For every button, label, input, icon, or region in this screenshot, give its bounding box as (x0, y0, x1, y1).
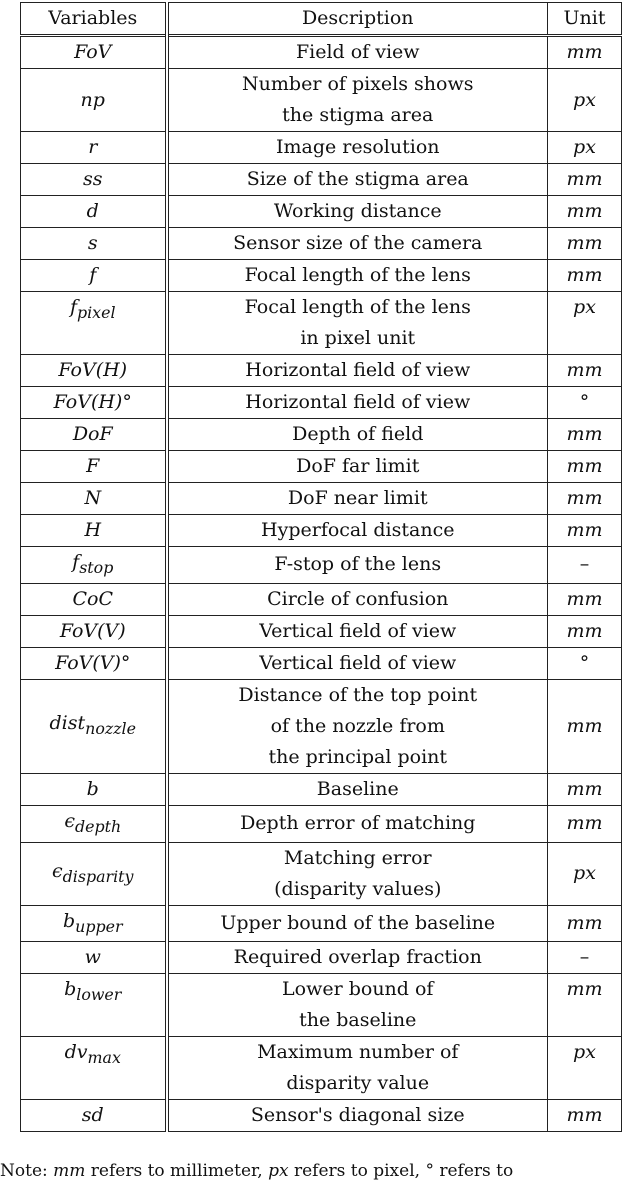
unit-cell: mm (548, 615, 622, 647)
variable-symbol: F (86, 455, 100, 477)
variable-symbol: d (86, 200, 99, 222)
table-row (21, 615, 622, 647)
description-cell (167, 842, 548, 905)
table-row (21, 515, 622, 547)
unit-cell: ° (548, 647, 622, 679)
variable-subscript: max (87, 1048, 121, 1068)
variable-cell (21, 36, 167, 69)
variable-symbol: f (69, 296, 77, 318)
variable-symbol: w (84, 946, 101, 969)
unit-cell: – (548, 547, 622, 584)
variable-symbol: FoV(V)° (55, 651, 131, 674)
variable-symbol: FoV(V) (59, 619, 126, 642)
variable-cell (21, 647, 167, 679)
unit-cell: mm (548, 679, 622, 773)
description-cell (167, 36, 548, 69)
description-cell (167, 1100, 548, 1132)
variable-symbol: FoV (74, 41, 112, 63)
unit-cell: px (548, 842, 622, 905)
header-description: Description (167, 3, 548, 36)
description-line: DoF near limit (287, 487, 428, 509)
variable-cell (21, 842, 167, 905)
description-cell (167, 805, 548, 842)
table-row (21, 355, 622, 387)
variable-cell (21, 355, 167, 387)
description-line: Maximum number of (257, 1041, 459, 1064)
description-line: Horizontal field of view (245, 391, 471, 413)
variable-symbol: FoV(H)° (53, 391, 132, 413)
unit-cell: mm (548, 583, 622, 615)
variable-symbol: b (62, 909, 76, 932)
description-cell (167, 260, 548, 292)
variable-subscript: nozzle (85, 719, 136, 739)
variable-cell (21, 1037, 167, 1100)
table-row (21, 164, 622, 196)
description-line: F-stop of the lens (274, 553, 442, 576)
table-row (21, 647, 622, 679)
table-row (21, 228, 622, 260)
unit-cell: mm (548, 164, 622, 196)
description-cell (167, 419, 548, 451)
description-cell (167, 679, 548, 773)
table-row (21, 583, 622, 615)
table-row (21, 974, 622, 1037)
variable-symbol: DoF (72, 423, 113, 445)
variable-cell (21, 196, 167, 228)
variable-symbol: ϵ (64, 809, 75, 832)
variable-subscript: depth (74, 816, 122, 836)
description-line: the stigma area (282, 104, 434, 126)
description-line: Vertical field of view (259, 619, 457, 642)
variable-symbol: FoV(H) (58, 359, 128, 381)
table-row (21, 547, 622, 584)
variable-cell (21, 974, 167, 1037)
description-cell (167, 292, 548, 355)
unit-cell: px (548, 292, 622, 355)
table-row (21, 451, 622, 483)
description-cell (167, 196, 548, 228)
unit-cell: mm (548, 1100, 622, 1132)
table-row (21, 36, 622, 69)
description-line: Depth error of matching (240, 812, 476, 835)
variable-subscript: stop (79, 557, 114, 577)
variable-symbol: r (88, 136, 98, 158)
variable-cell (21, 228, 167, 260)
unit-cell: px (548, 69, 622, 132)
variable-cell (21, 483, 167, 515)
description-cell (167, 483, 548, 515)
description-cell (167, 647, 548, 679)
variable-symbol: b (64, 978, 77, 1001)
description-line: Field of view (295, 41, 420, 63)
description-line: Required overlap fraction (233, 946, 482, 969)
variable-cell (21, 547, 167, 584)
table-row (21, 773, 622, 805)
description-cell (167, 547, 548, 584)
description-cell (167, 355, 548, 387)
description-line: Sensor size of the camera (233, 232, 483, 254)
description-line: Distance of the top point (238, 683, 478, 706)
description-line: Matching error (283, 846, 432, 869)
table-row (21, 1037, 622, 1100)
unit-cell: – (548, 942, 622, 974)
variable-cell (21, 164, 167, 196)
unit-cell: mm (548, 419, 622, 451)
variable-symbol: H (84, 519, 102, 541)
note-mm: mm (53, 1161, 86, 1181)
variable-cell (21, 132, 167, 164)
variable-symbol: b (86, 777, 99, 800)
description-line: Vertical field of view (259, 651, 457, 674)
unit-cell: px (548, 132, 622, 164)
table-row (21, 483, 622, 515)
description-line: Upper bound of the baseline (220, 911, 496, 934)
description-cell (167, 515, 548, 547)
variable-cell (21, 260, 167, 292)
variable-symbol: ss (82, 168, 103, 190)
description-line: Circle of confusion (267, 587, 449, 610)
unit-cell: mm (548, 451, 622, 483)
description-cell (167, 1037, 548, 1100)
description-line: Sensor's diagonal size (250, 1104, 465, 1127)
table-row (21, 196, 622, 228)
note-px: px (268, 1161, 289, 1181)
unit-cell: mm (548, 483, 622, 515)
table-row (21, 292, 622, 355)
variable-subscript: lower (76, 985, 122, 1005)
description-cell (167, 451, 548, 483)
description-line: Number of pixels shows (242, 73, 474, 95)
variable-symbol: s (87, 232, 98, 254)
variable-subscript: disparity (62, 866, 134, 886)
description-cell (167, 132, 548, 164)
note-text-2: refers to pixel, ° refers to (288, 1161, 514, 1181)
description-line: the principal point (268, 745, 448, 768)
description-cell (167, 905, 548, 942)
description-cell (167, 615, 548, 647)
description-line: the baseline (299, 1009, 417, 1032)
unit-cell: mm (548, 974, 622, 1037)
description-line: Horizontal field of view (245, 359, 471, 381)
unit-cell: mm (548, 773, 622, 805)
description-cell (167, 69, 548, 132)
variable-symbol: dist (49, 712, 86, 735)
unit-cell: mm (548, 515, 622, 547)
table-row (21, 679, 622, 773)
unit-cell: ° (548, 387, 622, 419)
description-line: Depth of field (292, 423, 424, 445)
variable-subscript: pixel (76, 302, 116, 322)
variable-cell (21, 615, 167, 647)
description-cell (167, 164, 548, 196)
variable-cell (21, 387, 167, 419)
variable-cell (21, 515, 167, 547)
unit-cell: mm (548, 228, 622, 260)
variable-cell (21, 292, 167, 355)
variable-symbol: sd (81, 1104, 104, 1127)
table-row (21, 132, 622, 164)
table-row (21, 1100, 622, 1132)
description-cell (167, 228, 548, 260)
unit-cell: mm (548, 260, 622, 292)
unit-cell: mm (548, 196, 622, 228)
table-row (21, 805, 622, 842)
header-variables: Variables (21, 3, 167, 36)
variable-cell (21, 773, 167, 805)
description-line: of the nozzle from (270, 714, 445, 737)
description-cell (167, 773, 548, 805)
table-row (21, 69, 622, 132)
variable-cell (21, 451, 167, 483)
description-line: Lower bound of (282, 978, 434, 1001)
variable-symbol: np (80, 88, 105, 111)
description-cell (167, 942, 548, 974)
description-line: Baseline (316, 777, 399, 800)
description-cell (167, 387, 548, 419)
variable-cell (21, 805, 167, 842)
table-row (21, 842, 622, 905)
table-row (21, 905, 622, 942)
unit-cell: px (548, 1037, 622, 1100)
variable-cell (21, 905, 167, 942)
unit-cell: mm (548, 355, 622, 387)
variable-cell (21, 1100, 167, 1132)
table-header-row (21, 3, 622, 36)
variable-symbol: dv (64, 1041, 88, 1064)
variable-symbol: N (84, 487, 102, 509)
description-line: DoF far limit (296, 455, 420, 477)
variable-symbol: f (72, 551, 80, 573)
description-line: Image resolution (275, 136, 440, 158)
variable-cell (21, 942, 167, 974)
variable-symbol: ϵ (52, 859, 63, 882)
variable-subscript: upper (75, 916, 123, 936)
table-row (21, 387, 622, 419)
description-line: Size of the stigma area (246, 168, 469, 190)
note-prefix: Note: (0, 1161, 54, 1181)
variable-cell (21, 679, 167, 773)
header-unit: Unit (548, 3, 622, 36)
variable-cell (21, 583, 167, 615)
variable-cell (21, 419, 167, 451)
variable-symbol: CoC (72, 587, 113, 610)
description-cell (167, 583, 548, 615)
unit-cell: mm (548, 905, 622, 942)
description-line: disparity value (286, 1072, 430, 1095)
description-line: Hyperfocal distance (261, 519, 455, 541)
variable-cell (21, 69, 167, 132)
description-line: Focal length of the lens (244, 264, 471, 286)
table-note (0, 1160, 640, 1182)
note-text-1: refers to millimeter, (85, 1161, 269, 1181)
description-line: in pixel unit (300, 327, 416, 349)
table-row (21, 260, 622, 292)
table-row (21, 942, 622, 974)
description-line: Focal length of the lens (244, 296, 471, 318)
unit-cell: mm (548, 36, 622, 69)
description-line: Working distance (273, 200, 442, 222)
description-cell (167, 974, 548, 1037)
unit-cell: mm (548, 805, 622, 842)
table-row (21, 419, 622, 451)
variable-symbol: f (89, 264, 97, 286)
variables-table (20, 2, 622, 1132)
description-line: (disparity values) (274, 877, 442, 900)
table-body (21, 36, 622, 1132)
